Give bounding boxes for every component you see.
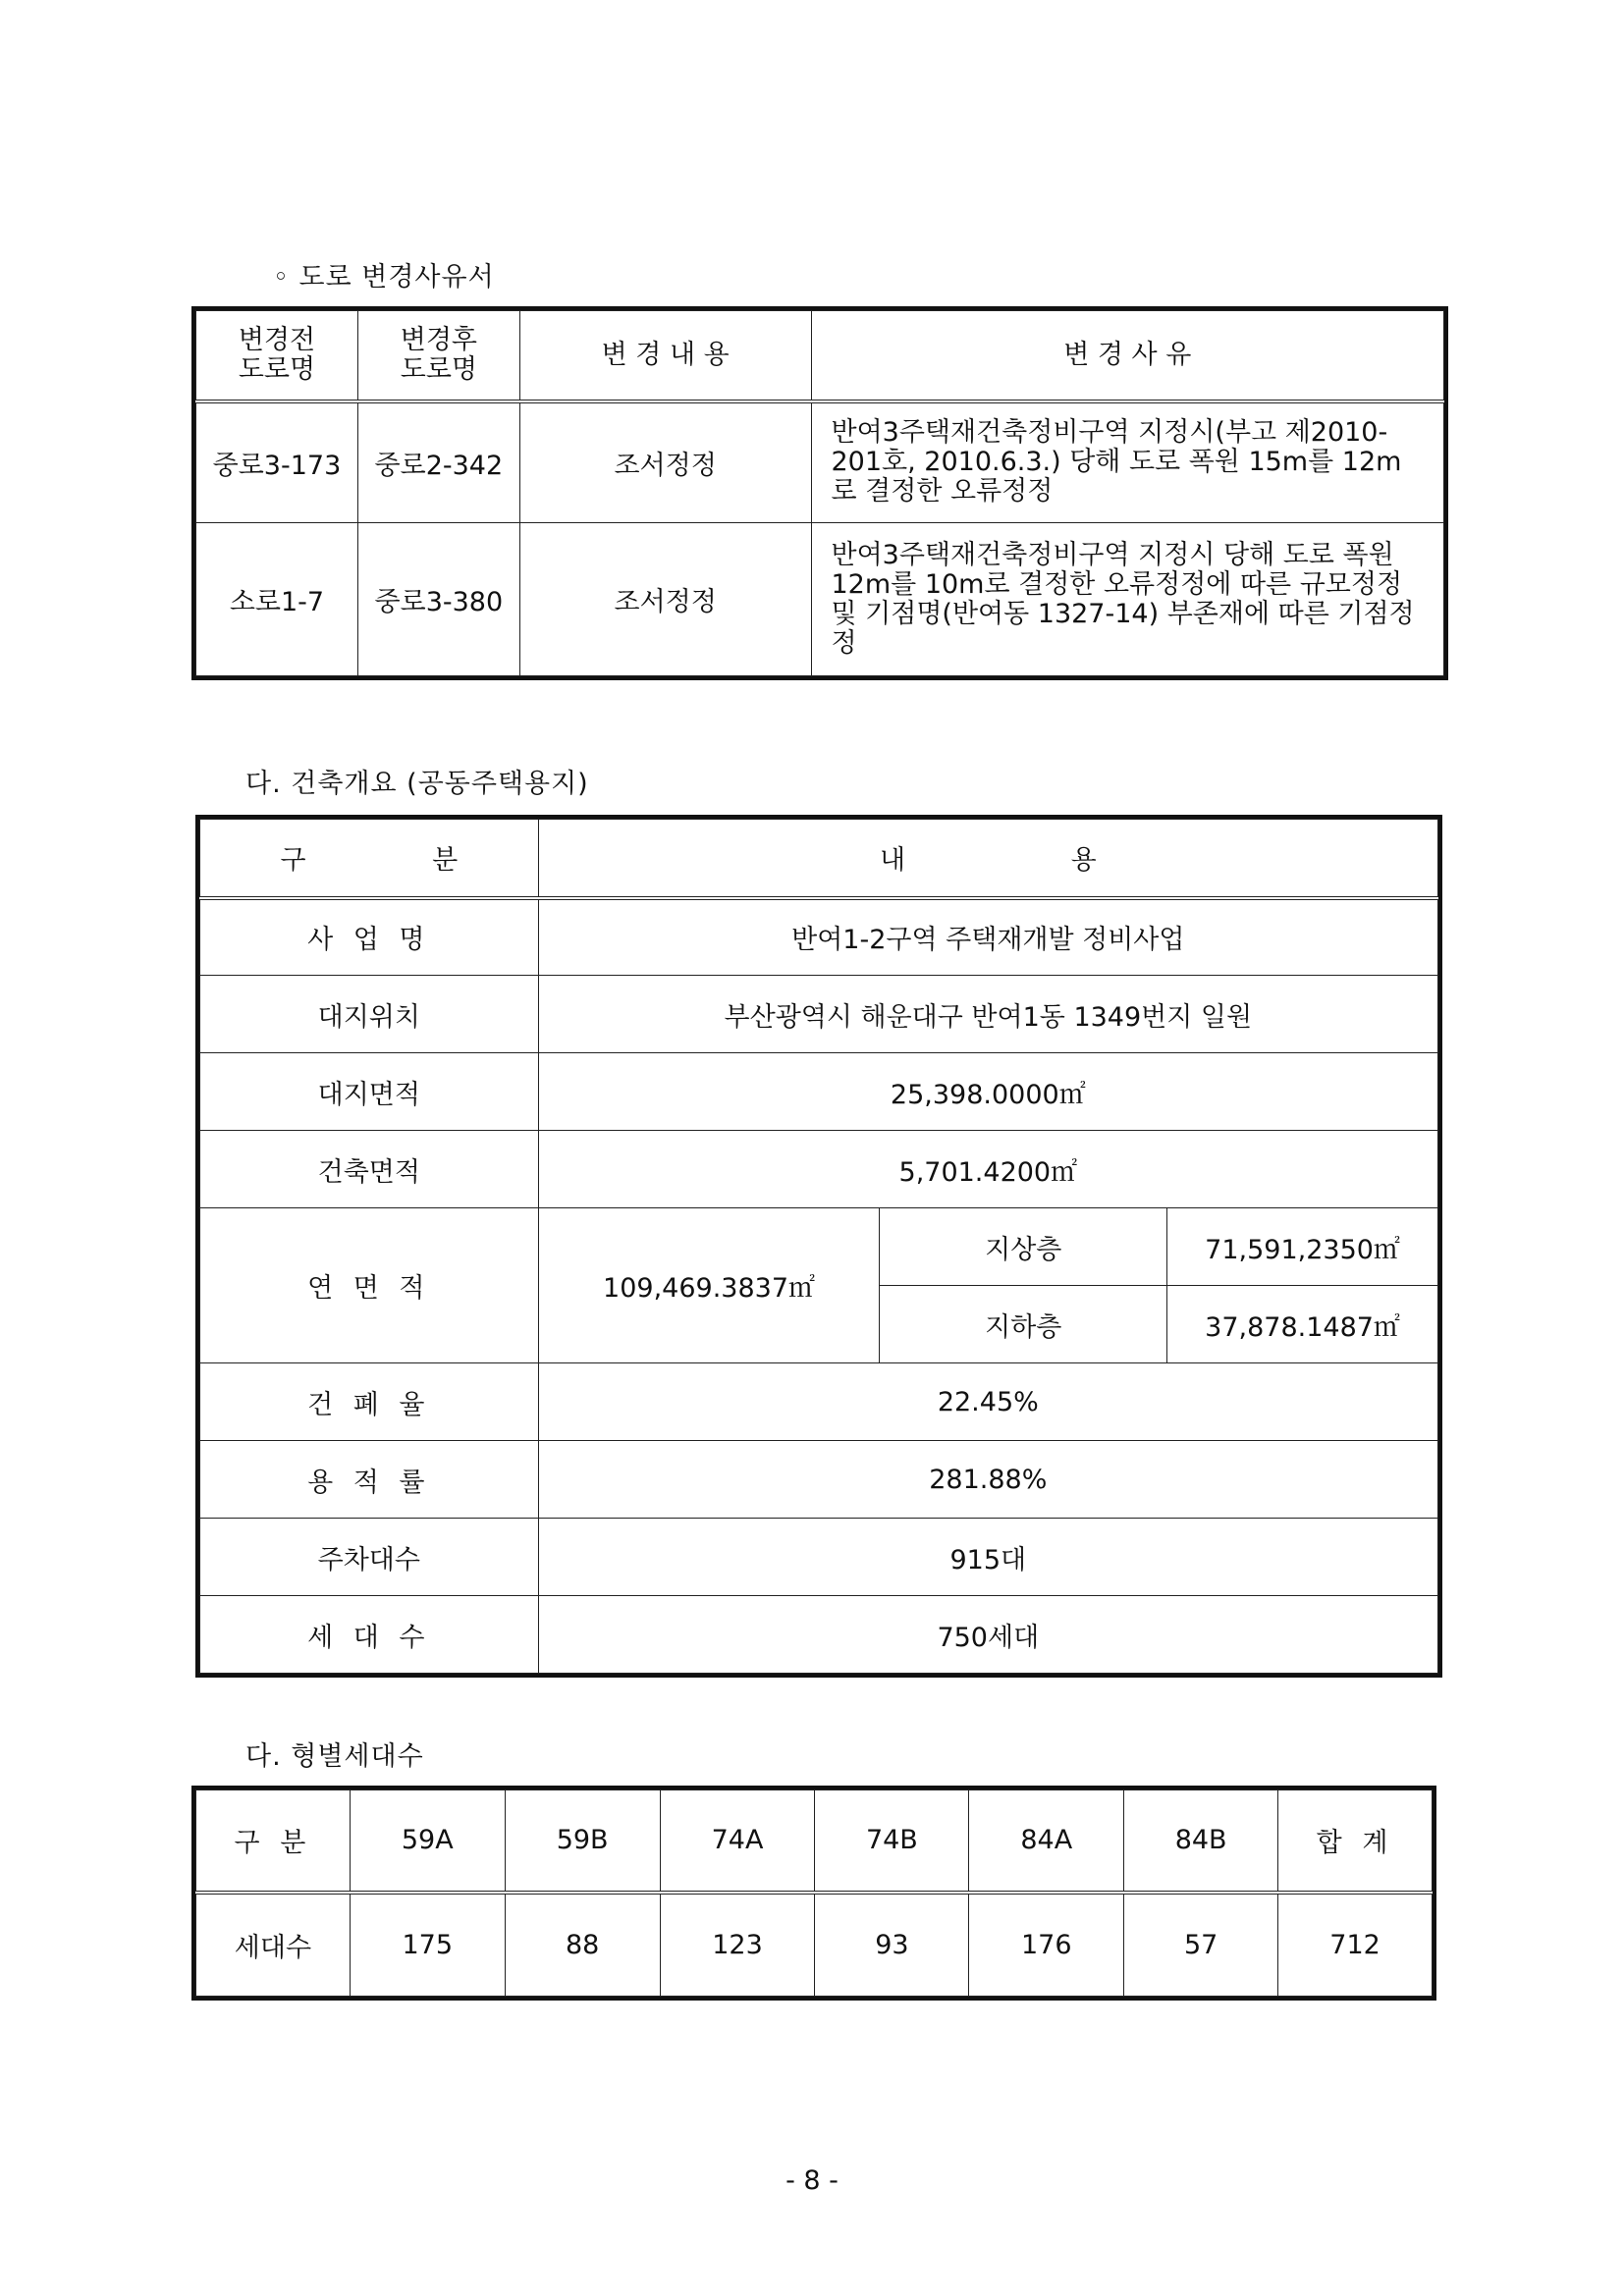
header-category: 구 분: [196, 1790, 351, 1893]
building-area-value: 5,701.4200㎡: [538, 1131, 1437, 1208]
building-area-label: 건축면적: [200, 1131, 539, 1208]
road-before: 소로1-7: [196, 523, 358, 676]
change-content: 조서정정: [519, 523, 811, 676]
row-label: 세대수: [196, 1893, 351, 1997]
page-number: - 8 -: [785, 2165, 839, 2196]
header-content: 변 경 내 용: [519, 311, 811, 401]
far-label: 용 적 률: [200, 1441, 539, 1519]
parking-value: 915대: [538, 1519, 1437, 1596]
unit-type: 59B: [505, 1790, 660, 1893]
unit-type: 59A: [350, 1790, 505, 1893]
road-after: 중로2-342: [357, 401, 519, 523]
road-before: 중로3-173: [196, 401, 358, 523]
unit-type-table: [195, 1789, 1433, 1997]
unit-count: 88: [505, 1893, 660, 1997]
road-section-heading: ◦ 도로 변경사유서: [273, 262, 495, 293]
location-label: 대지위치: [200, 976, 539, 1053]
parking-label: 주차대수: [200, 1519, 539, 1596]
unit-type: 84A: [969, 1790, 1124, 1893]
building-overview-table: [199, 819, 1438, 1674]
unit-count-row: [196, 1893, 1433, 1997]
unit-type: 74A: [660, 1790, 815, 1893]
change-content: 조서정정: [519, 401, 811, 523]
project-name-label: 사 업 명: [200, 898, 539, 976]
building-section-heading: 다. 건축개요 (공동주택용지): [245, 769, 589, 799]
road-after: 중로3-380: [357, 523, 519, 676]
header-after: 변경후 도로명: [357, 311, 519, 401]
below-ground-label: 지하층: [880, 1286, 1167, 1363]
households-label: 세 대 수: [200, 1596, 539, 1674]
unit-count: 176: [969, 1893, 1124, 1997]
unit-section-heading: 다. 형별세대수: [245, 1741, 424, 1772]
floor-area-total: 109,469.3837㎡: [538, 1208, 880, 1363]
header-before: 변경전 도로명: [196, 311, 358, 401]
above-ground-label: 지상층: [880, 1208, 1167, 1286]
header-category: 구 분: [200, 820, 539, 898]
total-value: 712: [1278, 1893, 1433, 1997]
far-value: 281.88%: [538, 1441, 1437, 1519]
below-ground-value: 37,878.1487㎡: [1167, 1286, 1438, 1363]
total-label: 합 계: [1278, 1790, 1433, 1893]
table-row: [196, 401, 1444, 523]
coverage-label: 건 폐 율: [200, 1363, 539, 1441]
unit-header-row: [196, 1790, 1433, 1893]
floor-area-label: 연 면 적: [200, 1208, 539, 1363]
households-value: 750세대: [538, 1596, 1437, 1674]
unit-type: 74B: [815, 1790, 969, 1893]
site-area-label: 대지면적: [200, 1053, 539, 1131]
project-name-value: 반여1-2구역 주택재개발 정비사업: [538, 898, 1437, 976]
unit-count: 175: [350, 1893, 505, 1997]
unit-count: 57: [1124, 1893, 1278, 1997]
change-reason: 반여3주택재건축정비구역 지정시(부고 제2010-201호, 2010.6.3.) 당해 도로 폭원 15m를 12m로 결정한 오류정정: [811, 401, 1444, 523]
unit-type: 84B: [1124, 1790, 1278, 1893]
road-change-table: [195, 310, 1444, 676]
location-value: 부산광역시 해운대구 반여1동 1349번지 일원: [538, 976, 1437, 1053]
header-content: 내 용: [538, 820, 1437, 898]
header-reason: 변 경 사 유: [811, 311, 1444, 401]
change-reason: 반여3주택재건축정비구역 지정시 당해 도로 폭원 12m를 10m로 결정한 오류정정에 따른 규모정정 및 기점명(반여동 1327-14) 부존재에 따른 기점정정: [811, 523, 1444, 676]
unit-count: 93: [815, 1893, 969, 1997]
table-row: [196, 523, 1444, 676]
site-area-value: 25,398.0000㎡: [538, 1053, 1437, 1131]
above-ground-value: 71,591,2350㎡: [1167, 1208, 1438, 1286]
coverage-value: 22.45%: [538, 1363, 1437, 1441]
unit-count: 123: [660, 1893, 815, 1997]
